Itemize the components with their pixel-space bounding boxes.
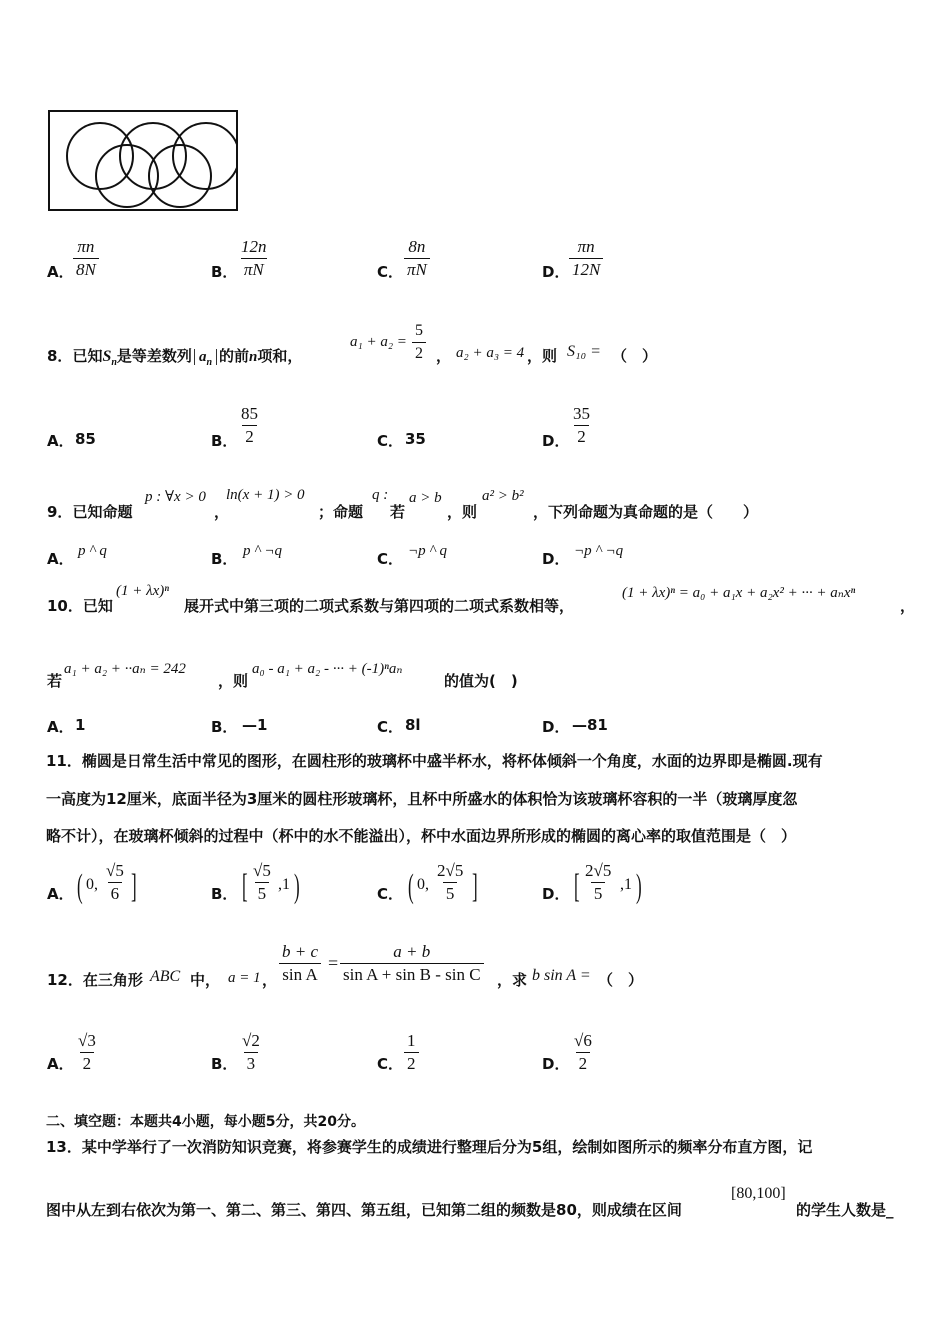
- q9-comma: ，: [214, 503, 230, 521]
- q8-comma: ，: [436, 347, 452, 365]
- q8-option-c-letter[interactable]: C．: [377, 432, 404, 450]
- q7-option-d-letter[interactable]: D．: [542, 263, 570, 281]
- q8-option-a-value[interactable]: 85: [75, 430, 96, 448]
- q10-number: 10．已知: [47, 597, 113, 615]
- q9-then: ，则: [447, 503, 478, 521]
- q9-a2b2: a² > b²: [482, 488, 524, 504]
- q10-comma: ，: [900, 597, 916, 615]
- q10-option-b-value[interactable]: —1: [242, 716, 268, 734]
- q7-option-b-letter[interactable]: B．: [211, 263, 238, 281]
- q10-alternating: a₀ - a₁ + a₂ - ··· + (-1)ⁿaₙ: [252, 661, 403, 677]
- q9-option-a-letter[interactable]: A．: [47, 550, 74, 568]
- q12-option-c-value[interactable]: $\frac{1}{2}$: [404, 1030, 419, 1075]
- q7-option-c-letter[interactable]: C．: [377, 263, 404, 281]
- q10-option-d-letter[interactable]: D．: [542, 718, 570, 736]
- q10-text: 展开式中第三项的二项式系数与第四项的二项式系数相等，: [184, 597, 575, 615]
- q7-option-c-value[interactable]: $\frac{8n}{\pi N}$: [404, 236, 430, 281]
- q11-line-3: 略不计），在玻璃杯倾斜的过程中（杯中的水不能溢出），杯中水面边界所形成的椭圆的离心率的取值范围是（ ）: [46, 827, 797, 845]
- q9-p-statement: p : ∀x > 0: [145, 489, 206, 505]
- q7-option-a-value[interactable]: $\frac{\pi n}{8N}$: [73, 236, 99, 281]
- q9-question: ，下列命题为真命题的是（ ）: [533, 503, 759, 521]
- q8-s10: S₁₀ =: [567, 343, 601, 360]
- q9-option-c-value[interactable]: ¬p ^ q: [408, 543, 447, 559]
- q11-option-b-letter[interactable]: B．: [211, 885, 238, 903]
- section-heading: 二、填空题：本题共4小题，每小题5分，共20分。: [46, 1114, 365, 1130]
- q10-then: ，则: [218, 672, 249, 690]
- q12-a1: a = 1: [228, 970, 261, 986]
- q12-number: 12．在三角形: [47, 971, 143, 989]
- q10-option-a-letter[interactable]: A．: [47, 718, 74, 736]
- q10-expansion: (1 + λx)ⁿ = a₀ + a₁x + a₂x² + ··· + aₙxⁿ: [622, 585, 856, 601]
- q9-q: q :: [372, 487, 389, 503]
- q8-paren: （ ）: [612, 347, 658, 365]
- q8-option-b-letter[interactable]: B．: [211, 432, 238, 450]
- q9-option-b-letter[interactable]: B．: [211, 550, 238, 568]
- q12-option-b-value[interactable]: $\frac{√2}{3}$: [242, 1031, 260, 1073]
- q10-option-a-value[interactable]: 1: [75, 716, 86, 734]
- q12-option-b-letter[interactable]: B．: [211, 1055, 238, 1073]
- q13-line-2: 图中从左到右依次为第一、第二、第三、第四、第五组，已知第二组的频数是80，则成绩在区间: [46, 1201, 682, 1219]
- q11-line-1: 11．椭圆是日常生活中常见的图形，在圆柱形的玻璃杯中盛半杯水，将杯体倾斜一个角度，水面的边界即是椭圆.现有: [46, 752, 823, 770]
- q7-option-b-value[interactable]: $\frac{12n}{\pi N}$: [241, 237, 267, 279]
- q8-option-c-value[interactable]: 35: [405, 430, 426, 448]
- q12-option-d-letter[interactable]: D．: [542, 1055, 570, 1073]
- q12-target: b sin A =: [532, 967, 591, 984]
- q12-option-d-value[interactable]: $\frac{√6}{2}$: [574, 1031, 592, 1073]
- q12-option-c-letter[interactable]: C．: [377, 1055, 404, 1073]
- q8-option-b-value[interactable]: $\frac{85}{2}$: [241, 404, 258, 446]
- q12-equals: =: [328, 953, 339, 973]
- q10-sum: a₁ + a₂ + ··aₙ = 242: [64, 661, 186, 677]
- q9-option-b-value[interactable]: p ^ ¬q: [243, 543, 282, 559]
- q12-in: 中，: [190, 971, 221, 989]
- q9-if: 若: [390, 503, 406, 521]
- q12-rhs-fraction: $\frac{a + b}{\text{sin A + sin B - sin C}}$: [340, 941, 484, 986]
- q11-option-d-letter[interactable]: D．: [542, 885, 570, 903]
- rings-icon: [50, 112, 236, 209]
- q10-if: 若: [47, 672, 63, 690]
- q8-cond1-frac: $\frac{5}{2}$: [412, 320, 426, 365]
- q9-q-label: ；命题: [318, 503, 364, 521]
- q10-expr1: (1 + λx)ⁿ: [116, 583, 169, 599]
- q13-interval: [80,100]: [731, 1185, 786, 1202]
- q10-option-b-letter[interactable]: B．: [211, 718, 238, 736]
- q9-ab: a > b: [409, 490, 442, 506]
- q9-number: 9．已知命题: [47, 503, 133, 521]
- q10-option-c-letter[interactable]: C．: [377, 718, 404, 736]
- q8-option-a-letter[interactable]: A．: [47, 432, 74, 450]
- q8-option-d-value[interactable]: $\frac{35}{2}$: [573, 404, 590, 446]
- q7-option-d-value[interactable]: $\frac{\pi n}{12N}$: [569, 236, 603, 281]
- q8-stem: 8．已知$S_n$是等差数列 $a_n$ 的前n项和，: [47, 347, 303, 369]
- q12-lhs-fraction: $\frac{b + c}{\text{sin A}}$: [279, 941, 321, 986]
- q11-line-2: 一高度为12厘米，底面半径为3厘米的圆柱形玻璃杯，且杯中所盛水的体积恰为该玻璃杯容积的一半（玻璃厚度忽: [46, 790, 798, 808]
- q9-p-statement-2: ln(x + 1) > 0: [226, 487, 305, 503]
- q13-line-1: 13．某中学举行了一次消防知识竞赛，将参赛学生的成绩进行整理后分为5组，绘制如图所示的频率分布直方图，记: [46, 1138, 813, 1156]
- q9-option-d-value[interactable]: ¬p ^ ¬q: [574, 543, 624, 559]
- q8-then: ，则: [527, 347, 558, 365]
- q9-option-a-value[interactable]: p ^ q: [78, 543, 107, 559]
- five-rings-figure: [48, 110, 238, 211]
- q12-comma: ，: [262, 971, 278, 989]
- q8-option-d-letter[interactable]: D．: [542, 432, 570, 450]
- q11-option-c-letter[interactable]: C．: [377, 885, 404, 903]
- q8-cond1-lhs: a₁ + a₂ =: [350, 334, 407, 350]
- q10-question: 的值为( ): [444, 672, 518, 690]
- q12-ask: ，求: [497, 971, 528, 989]
- q8-cond2: a₂ + a₃ = 4: [456, 345, 525, 361]
- q10-option-d-value[interactable]: —81: [572, 716, 608, 734]
- q12-paren: （ ）: [598, 971, 644, 989]
- q13-answer-blank[interactable]: 的学生人数是_: [796, 1201, 894, 1219]
- q12-abc: ABC: [150, 968, 181, 985]
- q12-option-a-value[interactable]: $\frac{√3}{2}$: [78, 1031, 96, 1073]
- q7-option-a-letter[interactable]: A．: [47, 263, 74, 281]
- q9-option-c-letter[interactable]: C．: [377, 550, 404, 568]
- q9-option-d-letter[interactable]: D．: [542, 550, 570, 568]
- q11-option-a-letter[interactable]: A．: [47, 885, 74, 903]
- q10-option-c-value[interactable]: 8l: [405, 716, 421, 734]
- q12-option-a-letter[interactable]: A．: [47, 1055, 74, 1073]
